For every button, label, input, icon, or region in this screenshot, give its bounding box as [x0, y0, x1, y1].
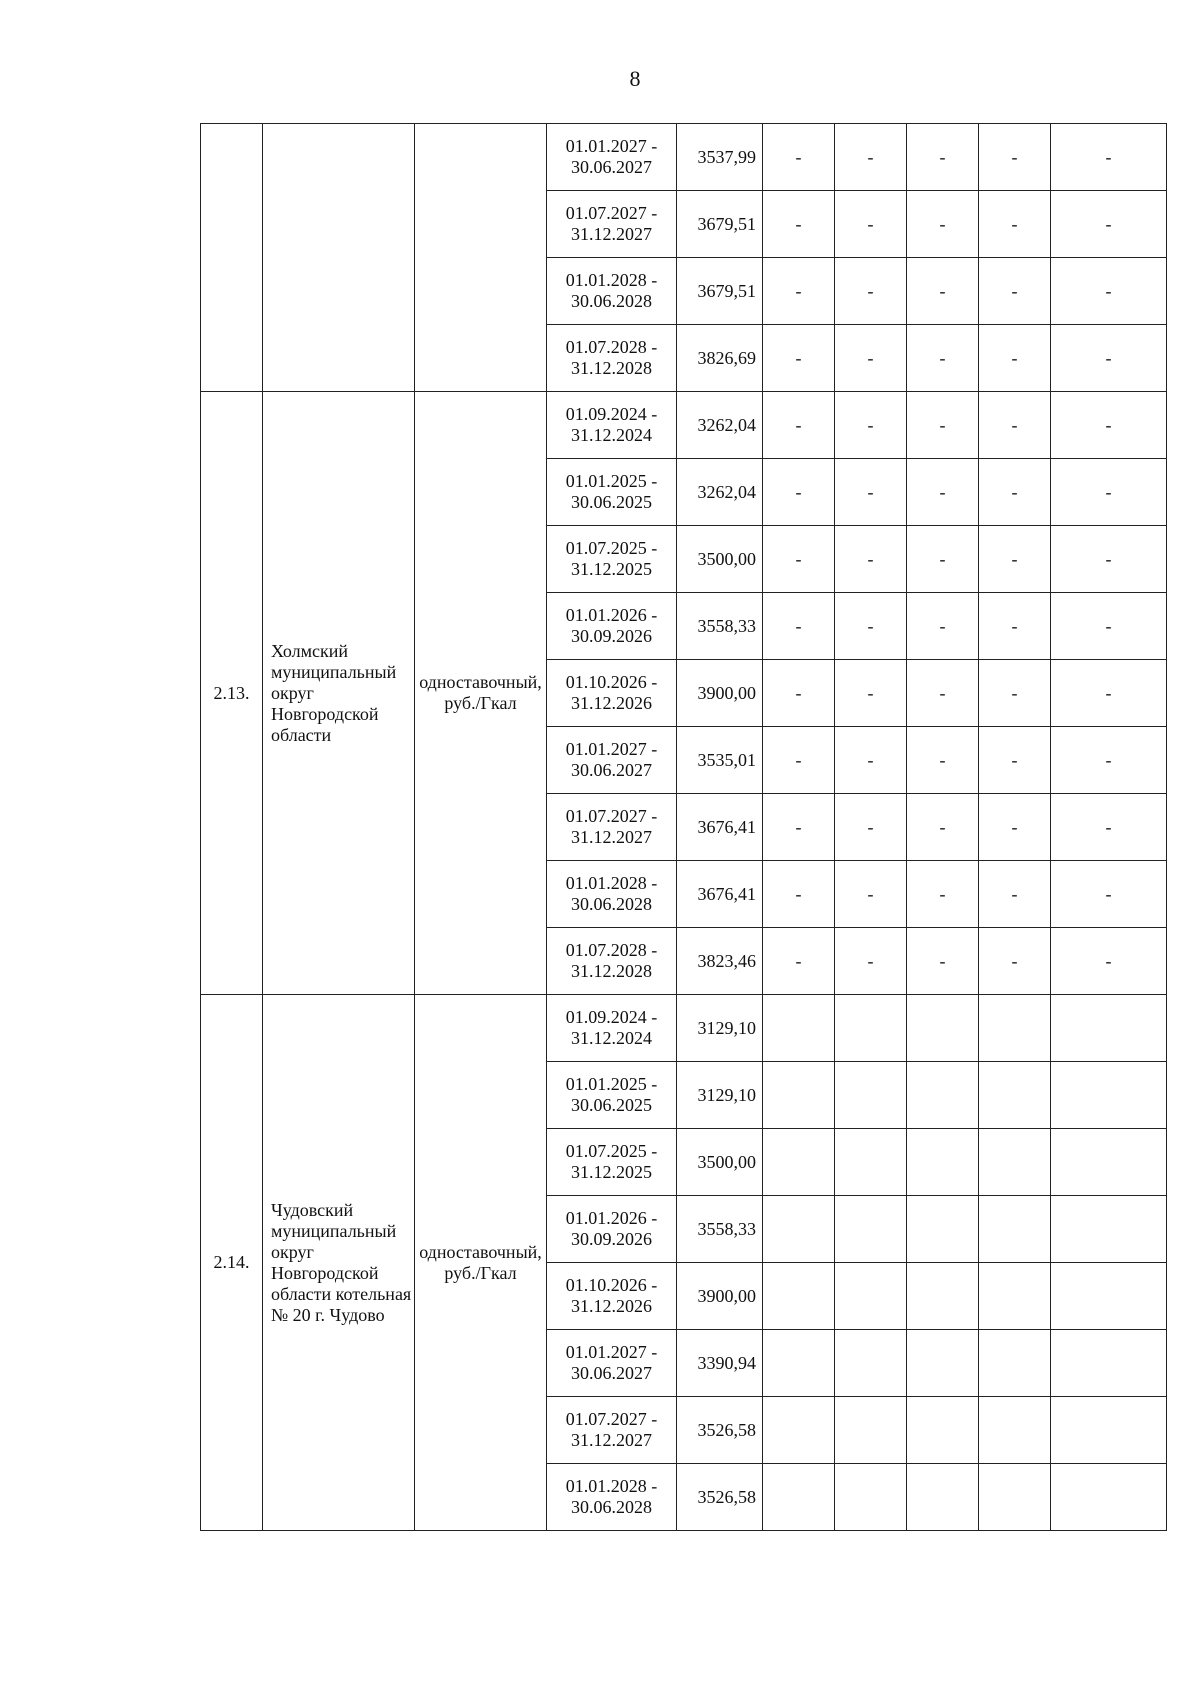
extra-cell: - — [763, 928, 835, 995]
extra-cell — [763, 1263, 835, 1330]
tariff-type: одноставочный, руб./Гкал — [415, 995, 547, 1531]
extra-cell: - — [907, 392, 979, 459]
period-cell: 01.07.2025 - 31.12.2025 — [547, 1129, 677, 1196]
period-cell: 01.07.2027 - 31.12.2027 — [547, 794, 677, 861]
extra-cell: - — [763, 593, 835, 660]
extra-cell — [907, 1129, 979, 1196]
tariff-value-cell: 3537,99 — [677, 124, 763, 191]
extra-cell: - — [979, 727, 1051, 794]
item-number: 2.14. — [201, 995, 263, 1531]
period-cell: 01.07.2025 - 31.12.2025 — [547, 526, 677, 593]
tariff-value-cell: 3823,46 — [677, 928, 763, 995]
extra-cell — [1051, 1062, 1167, 1129]
extra-cell: - — [835, 861, 907, 928]
extra-cell — [763, 1464, 835, 1531]
extra-cell: - — [907, 861, 979, 928]
extra-cell — [1051, 1330, 1167, 1397]
extra-cell: - — [763, 258, 835, 325]
extra-cell — [835, 1330, 907, 1397]
tariff-value-cell: 3500,00 — [677, 1129, 763, 1196]
extra-cell — [907, 1263, 979, 1330]
extra-cell: - — [979, 124, 1051, 191]
extra-cell: - — [907, 191, 979, 258]
extra-cell: - — [979, 660, 1051, 727]
table-row — [201, 124, 1167, 191]
extra-cell: - — [763, 325, 835, 392]
extra-cell — [979, 1263, 1051, 1330]
extra-cell: - — [979, 392, 1051, 459]
item-number — [201, 124, 263, 392]
extra-cell: - — [979, 191, 1051, 258]
extra-cell: - — [979, 258, 1051, 325]
tariff-type: одноставочный, руб./Гкал — [415, 392, 547, 995]
organization-name: Холмский муниципальный округ Новгородской области — [263, 392, 415, 995]
extra-cell — [835, 1129, 907, 1196]
extra-cell: - — [979, 325, 1051, 392]
extra-cell: - — [763, 124, 835, 191]
extra-cell: - — [1051, 727, 1167, 794]
extra-cell: - — [763, 660, 835, 727]
extra-cell: - — [835, 258, 907, 325]
extra-cell: - — [763, 459, 835, 526]
extra-cell: - — [979, 794, 1051, 861]
extra-cell — [979, 1129, 1051, 1196]
tariff-type — [415, 124, 547, 392]
extra-cell: - — [835, 660, 907, 727]
extra-cell: - — [835, 526, 907, 593]
extra-cell: - — [835, 928, 907, 995]
extra-cell — [1051, 1129, 1167, 1196]
extra-cell: - — [1051, 124, 1167, 191]
extra-cell: - — [979, 593, 1051, 660]
extra-cell: - — [1051, 191, 1167, 258]
extra-cell: - — [907, 459, 979, 526]
extra-cell: - — [835, 325, 907, 392]
period-cell: 01.01.2028 - 30.06.2028 — [547, 1464, 677, 1531]
extra-cell: - — [763, 727, 835, 794]
extra-cell: - — [1051, 325, 1167, 392]
extra-cell — [835, 1196, 907, 1263]
period-cell: 01.01.2027 - 30.06.2027 — [547, 124, 677, 191]
extra-cell — [835, 1397, 907, 1464]
tariff-table — [200, 123, 1167, 1531]
extra-cell — [1051, 1464, 1167, 1531]
extra-cell — [835, 995, 907, 1062]
extra-cell: - — [1051, 526, 1167, 593]
tariff-value-cell: 3676,41 — [677, 794, 763, 861]
tariff-value-cell: 3129,10 — [677, 995, 763, 1062]
extra-cell — [1051, 1397, 1167, 1464]
extra-cell — [907, 995, 979, 1062]
extra-cell: - — [763, 794, 835, 861]
extra-cell: - — [907, 794, 979, 861]
period-cell: 01.07.2027 - 31.12.2027 — [547, 1397, 677, 1464]
page-number: 8 — [629, 66, 641, 91]
extra-cell: - — [835, 459, 907, 526]
extra-cell — [1051, 1263, 1167, 1330]
extra-cell: - — [979, 526, 1051, 593]
period-cell: 01.07.2028 - 31.12.2028 — [547, 325, 677, 392]
tariff-value-cell: 3526,58 — [677, 1397, 763, 1464]
extra-cell — [907, 1196, 979, 1263]
tariff-value-cell: 3679,51 — [677, 191, 763, 258]
tariff-value-cell: 3129,10 — [677, 1062, 763, 1129]
tariff-value-cell: 3679,51 — [677, 258, 763, 325]
extra-cell: - — [1051, 861, 1167, 928]
extra-cell: - — [835, 124, 907, 191]
extra-cell — [907, 1397, 979, 1464]
item-number: 2.13. — [201, 392, 263, 995]
extra-cell: - — [763, 526, 835, 593]
period-cell: 01.10.2026 - 31.12.2026 — [547, 660, 677, 727]
period-cell: 01.09.2024 - 31.12.2024 — [547, 995, 677, 1062]
period-cell: 01.01.2025 - 30.06.2025 — [547, 1062, 677, 1129]
extra-cell: - — [835, 392, 907, 459]
period-cell: 01.01.2027 - 30.06.2027 — [547, 727, 677, 794]
extra-cell — [979, 1464, 1051, 1531]
period-cell: 01.09.2024 - 31.12.2024 — [547, 392, 677, 459]
extra-cell — [979, 1196, 1051, 1263]
extra-cell: - — [907, 660, 979, 727]
extra-cell: - — [907, 593, 979, 660]
extra-cell: - — [835, 191, 907, 258]
period-cell: 01.01.2027 - 30.06.2027 — [547, 1330, 677, 1397]
extra-cell — [979, 1330, 1051, 1397]
extra-cell — [835, 1263, 907, 1330]
extra-cell — [763, 995, 835, 1062]
extra-cell — [907, 1330, 979, 1397]
extra-cell: - — [835, 727, 907, 794]
extra-cell: - — [907, 258, 979, 325]
extra-cell: - — [907, 727, 979, 794]
period-cell: 01.01.2028 - 30.06.2028 — [547, 258, 677, 325]
period-cell: 01.01.2025 - 30.06.2025 — [547, 459, 677, 526]
extra-cell — [979, 1397, 1051, 1464]
extra-cell: - — [1051, 258, 1167, 325]
tariff-value-cell: 3558,33 — [677, 593, 763, 660]
tariff-value-cell: 3500,00 — [677, 526, 763, 593]
tariff-table-body — [201, 124, 1167, 1531]
organization-name: Чудовский муниципальный округ Новгородской области котельная № 20 г. Чудово — [263, 995, 415, 1531]
extra-cell — [763, 1330, 835, 1397]
extra-cell: - — [979, 459, 1051, 526]
period-cell: 01.10.2026 - 31.12.2026 — [547, 1263, 677, 1330]
period-cell: 01.01.2026 - 30.09.2026 — [547, 1196, 677, 1263]
period-cell: 01.01.2026 - 30.09.2026 — [547, 593, 677, 660]
extra-cell — [763, 1196, 835, 1263]
extra-cell: - — [907, 124, 979, 191]
extra-cell — [907, 1464, 979, 1531]
table-row — [201, 392, 1167, 459]
extra-cell: - — [907, 928, 979, 995]
extra-cell: - — [763, 861, 835, 928]
extra-cell — [835, 1062, 907, 1129]
tariff-value-cell: 3535,01 — [677, 727, 763, 794]
table-row — [201, 995, 1167, 1062]
extra-cell: - — [979, 928, 1051, 995]
extra-cell: - — [835, 593, 907, 660]
extra-cell — [763, 1397, 835, 1464]
tariff-value-cell: 3676,41 — [677, 861, 763, 928]
extra-cell: - — [1051, 928, 1167, 995]
tariff-value-cell: 3900,00 — [677, 1263, 763, 1330]
extra-cell — [907, 1062, 979, 1129]
extra-cell: - — [1051, 593, 1167, 660]
tariff-value-cell: 3262,04 — [677, 459, 763, 526]
tariff-value-cell: 3526,58 — [677, 1464, 763, 1531]
extra-cell — [763, 1062, 835, 1129]
extra-cell — [1051, 1196, 1167, 1263]
tariff-value-cell: 3900,00 — [677, 660, 763, 727]
extra-cell — [835, 1464, 907, 1531]
extra-cell: - — [1051, 392, 1167, 459]
tariff-value-cell: 3558,33 — [677, 1196, 763, 1263]
extra-cell: - — [763, 191, 835, 258]
extra-cell — [1051, 995, 1167, 1062]
period-cell: 01.01.2028 - 30.06.2028 — [547, 861, 677, 928]
extra-cell — [763, 1129, 835, 1196]
extra-cell: - — [1051, 794, 1167, 861]
extra-cell: - — [1051, 660, 1167, 727]
extra-cell: - — [979, 861, 1051, 928]
extra-cell: - — [907, 526, 979, 593]
period-cell: 01.07.2027 - 31.12.2027 — [547, 191, 677, 258]
extra-cell — [979, 995, 1051, 1062]
tariff-value-cell: 3826,69 — [677, 325, 763, 392]
tariff-value-cell: 3390,94 — [677, 1330, 763, 1397]
extra-cell: - — [835, 794, 907, 861]
organization-name — [263, 124, 415, 392]
extra-cell: - — [1051, 459, 1167, 526]
tariff-value-cell: 3262,04 — [677, 392, 763, 459]
extra-cell: - — [907, 325, 979, 392]
period-cell: 01.07.2028 - 31.12.2028 — [547, 928, 677, 995]
extra-cell — [979, 1062, 1051, 1129]
extra-cell: - — [763, 392, 835, 459]
